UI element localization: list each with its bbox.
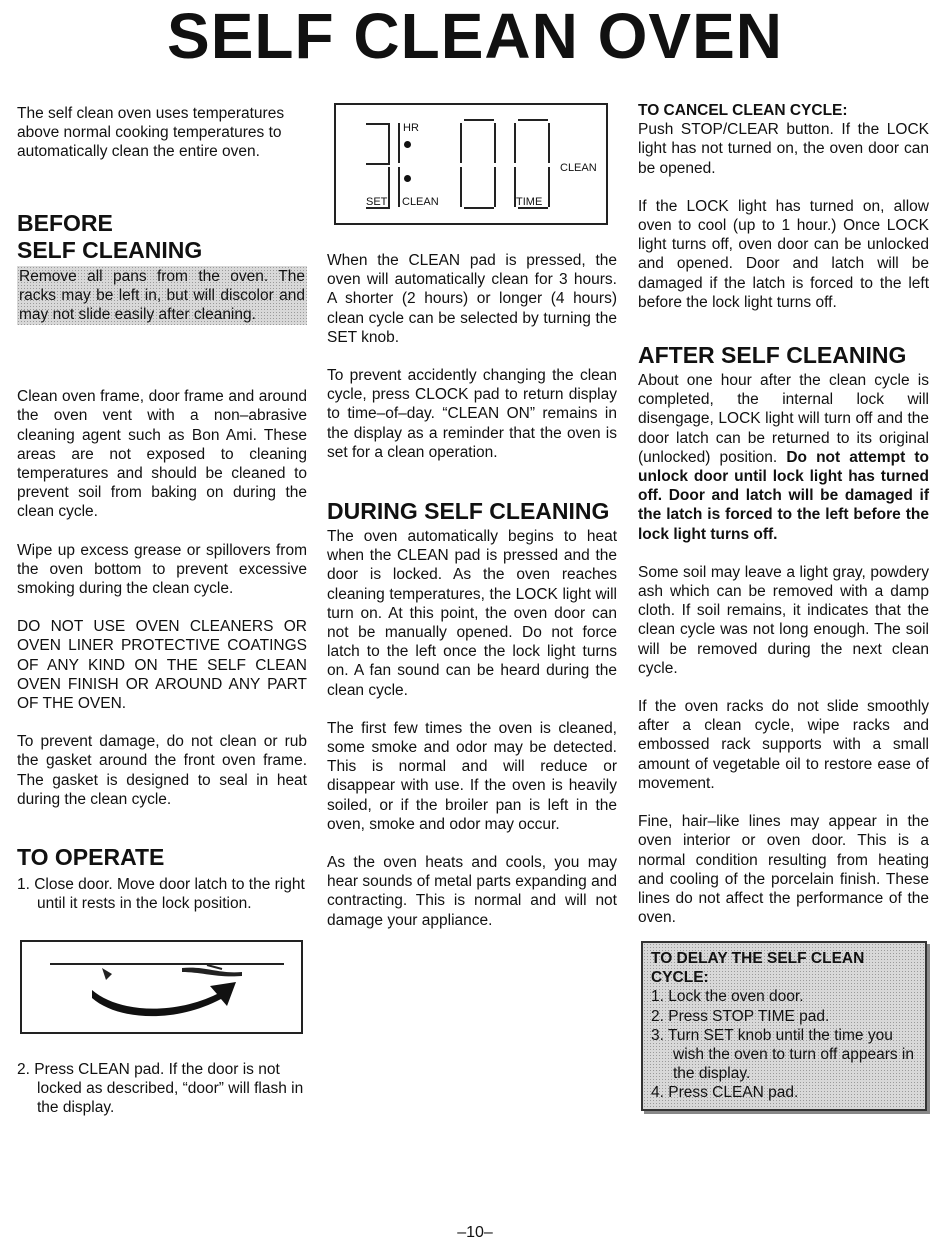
gasket-text: To prevent damage, do not clean or rub the gasket around the front oven frame. The gasket is designed to seal in heat during the clean cycle. (17, 733, 307, 808)
delay-step-2: 2. Press STOP TIME pad. (651, 1007, 830, 1025)
before-heading-line1: BEFORE (17, 209, 113, 236)
shaded-note: Remove all pans from the oven. The racks may be left in, but will discolor and may not slide easily after cleaning. (17, 266, 307, 326)
delay-step-4: 4. Press CLEAN pad. (651, 1084, 799, 1102)
set-label: SET (366, 196, 388, 208)
operate-section (17, 844, 307, 913)
operate-heading: TO OPERATE (17, 844, 165, 870)
step-2: 2. Press CLEAN pad. If the door is not locked as described, “door” will flash in the display. (17, 1061, 304, 1117)
clean-label: CLEAN (402, 196, 439, 208)
clean-indicator-label: CLEAN (560, 162, 597, 174)
after-text (638, 371, 929, 544)
door-latch-diagram (20, 940, 303, 1034)
during-heading: DURING SELF CLEANING (327, 498, 610, 525)
left-column (17, 104, 307, 809)
page-number: –10– (457, 1224, 493, 1241)
warning-text: DO NOT USE OVEN CLEANERS OR OVEN LINER PROTECTIVE COATINGS OF ANY KIND ON THE SELF CLEAN OVEN FINISH OR AROUND ANY PART OF THE OVEN. (17, 618, 307, 713)
right-column (638, 101, 929, 927)
delay-step-1: 1. Lock the oven door. (651, 988, 804, 1006)
sounds-text: As the oven heats and cools, you may hear sounds of metal parts expanding and contracting. This is normal and will not damage your appliance. (327, 854, 617, 929)
after-heading: AFTER SELF CLEANING (638, 342, 907, 369)
page-title: SELF CLEAN OVEN (167, 0, 783, 72)
middle-column (327, 251, 617, 930)
cancel-heading: TO CANCEL CLEAN CYCLE: (638, 102, 848, 119)
ash-text: Some soil may leave a light gray, powdery ash which can be removed with a damp cloth. If soil remains, it indicates that the clean cycle was not long enough. The soil will be removed during the next clean cycle. (638, 563, 929, 677)
smoke-text: The first few times the oven is cleaned, some smoke and odor may be detected. This is normal and will reduce or disappear with use. If the oven is heavily soiled, or if the broiler pan is left in the oven, smoke and odor may occur. (327, 719, 617, 833)
step-1: 1. Close door. Move door latch to the right until it rests in the lock position. (17, 876, 305, 913)
door-latch-illustration (22, 942, 301, 1032)
delay-step-3: 3. Turn SET knob until the time you wish the oven to turn off appears in the display. (651, 1026, 914, 1083)
lock-on-text: If the LOCK light has turned on, allow oven to cool (up to 1 hour.) Once LOCK light turns off, oven door can be unlocked and opened. Door and latch will be damaged if the latch is forced to the left before the lock light turns off. (638, 197, 929, 311)
colon-dot-top (404, 141, 411, 148)
colon-dot-bottom (404, 175, 411, 182)
lines-text: Fine, hair–like lines may appear in the oven interior or oven door. This is a normal condition resulting from heating and cooling of the porcelain finish. These lines do not affect the performance of the oven. (638, 813, 929, 927)
racks-text: If the oven racks do not slide smoothly after a clean cycle, wipe racks and embossed rack supports with a small amount of vegetable oil to restore ease of movement. (638, 698, 929, 792)
delay-heading: TO DELAY THE SELF CLEAN CYCLE: (651, 950, 865, 987)
hr-label: HR (403, 122, 419, 134)
step-2-section (17, 1060, 307, 1118)
clean-frame-text: Clean oven frame, door frame and around the oven vent with a non–abrasive cleaning agent such as Bon Ami. These areas are not exposed to cleaning temperatures and should be cleaned to prevent soil from baking on during the clean cycle. (17, 388, 307, 521)
wipe-text: Wipe up excess grease or spillovers from the oven bottom to prevent excessive smoking during the clean cycle. (17, 541, 307, 598)
during-text: The oven automatically begins to heat when the CLEAN pad is pressed and the door is locked. As the oven reaches cleaning temperatures, the LOCK light will turn on. At this point, the oven door can not be manually opened. Do not force latch to the left once the lock light turns on. A fan sound can be heard during the clean cycle. (327, 528, 617, 699)
before-heading-line2: SELF CLEANING (17, 236, 203, 263)
delay-clean-box (641, 941, 927, 1111)
after-text-normal: About one hour after the clean cycle is completed, the internal lock will disengage, LOCK light will turn off and the door latch can be returned to its original (unlocked) position. (638, 372, 929, 466)
prevent-text: To prevent accidently changing the clean cycle, press CLOCK pad to return display to time–of–day. “CLEAN ON” remains in the display as a reminder that the oven is set for a clean operation. (327, 367, 617, 461)
intro-text: The self clean oven uses temperatures above normal cooking temperatures to automatically clean the entire oven. (17, 105, 285, 161)
oven-display-diagram (334, 103, 608, 225)
time-label: TIME (516, 196, 543, 208)
clean-pad-text: When the CLEAN pad is pressed, the oven will automatically clean for 3 hours. A shorter (2 hours) or longer (4 hours) clean cycle can be selected by turning the SET knob. (327, 252, 617, 346)
after-text-bold: Do not attempt to unlock door until lock light has turned off. Door and latch will be damaged if the latch is forced to the left before the lock light turns off. (638, 448, 929, 543)
cancel-text: Push STOP/CLEAR button. If the LOCK light has not turned on, the oven door can be opened. (638, 121, 929, 177)
